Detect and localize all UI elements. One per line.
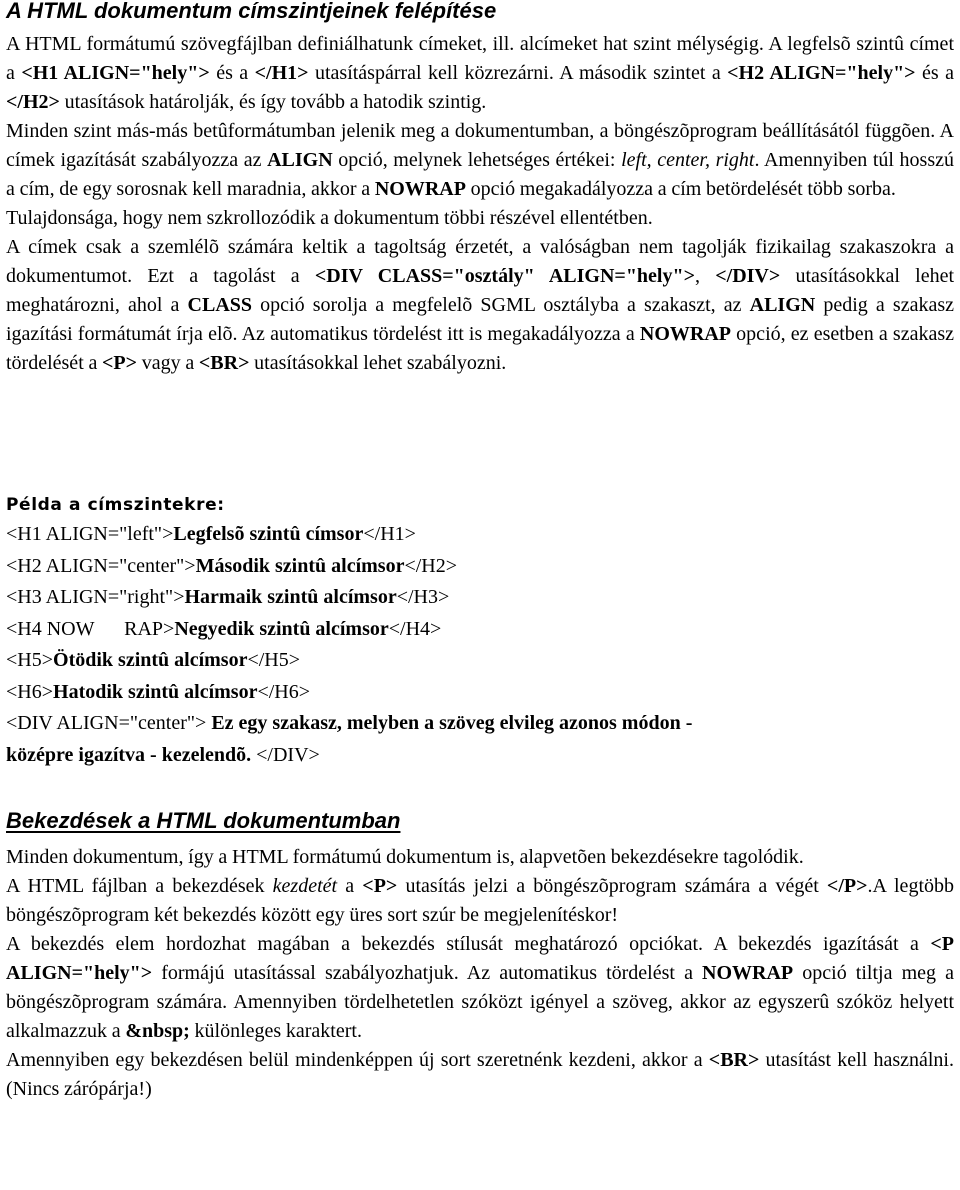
code-line	[6, 740, 954, 772]
code-heading-text: Legfelsõ szintû címsor	[173, 523, 364, 545]
text-run: opció tiltja meg a böngészõprogram számára. Amennyiben tördelhetetlen szóközt igényel a szöveg, akkor az egyszerû szóköz helyett alkalmazzuk a	[6, 962, 954, 1042]
text-run: utasításokkal lehet meghatározni, ahol a	[6, 265, 955, 316]
tag-text: <P ALIGN="hely">	[6, 933, 954, 984]
tag-text: <P>	[362, 875, 398, 897]
paragraph	[6, 930, 954, 1046]
text-run: pedig a szakasz igazítási formátumát írja elõ. Az automatikus tördelést itt is megakadályozza a	[6, 294, 954, 345]
keyword-text: ALIGN	[749, 294, 816, 316]
code-line	[6, 519, 954, 551]
text-run: A címek csak a szemlélõ számára keltik a tagoltság érzetét, a valóságban nem tagolják fizikailag szakaszokra a dokumentumot. Ezt a tagolást a	[6, 236, 954, 287]
code-close-tag: </H4>	[388, 617, 442, 640]
code-heading-text: Negyedik szintû alcímsor	[174, 617, 389, 640]
tag-text: <H1 ALIGN="hely">	[21, 62, 210, 84]
option-values: left, center, right	[621, 149, 755, 171]
text-run: utasítást kell használni. (Nincs zárópárja!)	[6, 1049, 954, 1100]
code-div-text: Ez egy szakasz, melyben a szöveg elvileg azonos módon -	[206, 712, 693, 734]
text-run: Amennyiben egy bekezdésen belül mindenképpen új sort szeretnénk kezdeni, akkor a	[6, 1049, 709, 1071]
code-heading-text: Hatodik szintû alcímsor	[53, 680, 258, 703]
code-line	[6, 614, 954, 646]
text-run: formájú utasítással szabályozhatjuk. Az automatikus tördelést a	[152, 962, 703, 984]
code-heading-text: Második szintû alcímsor	[195, 554, 405, 577]
paragraph: Tulajdonsága, hogy nem szkrollozódik a dokumentum többi részével ellentétben.	[6, 207, 653, 229]
text-run: opció, melynek lehetséges értékei:	[332, 149, 622, 171]
paragraph	[6, 30, 954, 117]
text-run: A HTML formátumú szövegfájlban definiálhatunk címeket, ill. alcímeket hat szint mélységig. A legfelsõ szintû címet a	[6, 33, 954, 84]
keyword-text: &nbsp;	[125, 1020, 190, 1042]
text-run: utasításpárral kell közrezárni. A második szintet a	[308, 62, 728, 84]
emphasis-text: kezdetét	[272, 875, 338, 897]
text-run: opció sorolja a megfelelõ SGML osztályba a szakaszt, az	[252, 294, 750, 316]
code-tag: <H1 ALIGN="left">	[6, 523, 174, 545]
example-label: Példa a címszintekre:	[6, 495, 225, 515]
text-run: különleges karaktert.	[189, 1020, 362, 1042]
text-run: és a	[915, 62, 954, 84]
paragraph	[6, 872, 954, 930]
keyword-text: NOWRAP	[639, 323, 732, 345]
tag-text: <H2 ALIGN="hely">	[727, 62, 916, 84]
text-run: vagy a	[137, 352, 199, 374]
code-close-tag: </H6>	[257, 680, 311, 703]
code-line	[6, 677, 954, 709]
text-run: .A legtöbb böngészõprogram két bekezdés között egy üres sort szúr be megjelenítéskor!	[6, 875, 954, 926]
tag-text: </DIV>	[715, 265, 781, 287]
code-line	[6, 551, 954, 583]
code-close-tag: </H2>	[404, 554, 458, 577]
text-run: utasítás jelzi a böngészõprogram számára a végét	[397, 875, 827, 897]
text-run: a	[337, 875, 363, 897]
code-div-text: középre igazítva - kezelendõ.	[6, 743, 257, 766]
text-run: ,	[695, 265, 716, 287]
paragraph: Minden dokumentum, így a HTML formátumú dokumentum is, alapvetõen bekezdésekre tagolódik.	[6, 846, 804, 868]
paragraph	[6, 233, 954, 378]
text-run: . Amennyiben túl hosszú a cím, de egy sorosnak kell maradnia, akkor a	[6, 149, 954, 200]
tag-text: </H2>	[6, 91, 60, 113]
text-run: utasításokkal lehet szabályozni.	[249, 352, 507, 374]
keyword-text: CLASS	[187, 294, 253, 316]
code-tag: <H2 ALIGN="center">	[6, 554, 196, 577]
example-code-block	[6, 519, 954, 771]
code-tag: <H3 ALIGN="right">	[6, 586, 185, 608]
text-run: utasítások határolják, és így tovább a hatodik szintig.	[59, 91, 487, 113]
keyword-text: NOWRAP	[374, 178, 466, 200]
tag-text: <BR>	[198, 352, 250, 374]
code-line	[6, 645, 954, 677]
text-run: opció megakadályozza a cím betördelését több sorba.	[465, 178, 896, 200]
text-run: és a	[209, 62, 255, 84]
tag-text: <BR>	[708, 1049, 760, 1071]
code-close-tag: </H1>	[363, 523, 416, 545]
code-heading-text: Harmaik szintû alcímsor	[184, 586, 397, 608]
code-tag: <DIV ALIGN="center">	[6, 712, 207, 734]
code-close-tag: </DIV>	[256, 743, 320, 766]
section-title: A HTML dokumentum címszintjeinek felépítése	[6, 0, 497, 23]
code-tag: <H5>	[6, 649, 54, 671]
code-tag: <H6>	[6, 680, 54, 703]
section-title: Bekezdések a HTML dokumentumban	[6, 808, 401, 833]
code-close-tag: </H3>	[396, 586, 450, 608]
code-close-tag: </H5>	[247, 649, 301, 671]
tag-text: <DIV CLASS="osztály" ALIGN="hely">	[314, 265, 695, 287]
text-run: opció, ez esetben a szakasz tördelését a	[6, 323, 954, 374]
tag-text: <P>	[102, 352, 138, 374]
code-heading-text: Ötödik szintû alcímsor	[53, 649, 248, 671]
tag-text: </P>	[826, 875, 868, 897]
paragraph	[6, 1046, 954, 1104]
section-body	[6, 30, 954, 378]
keyword-text: ALIGN	[267, 149, 333, 171]
section-body	[6, 843, 954, 1104]
keyword-text: NOWRAP	[702, 962, 794, 984]
code-tag: <H4 NOW RAP>	[6, 617, 175, 640]
text-run: A bekezdés elem hordozhat magában a bekezdés stílusát meghatározó opciókat. A bekezdés igazítását a	[6, 933, 931, 955]
code-line	[6, 582, 954, 614]
tag-text: </H1>	[254, 62, 309, 84]
paragraph	[6, 117, 954, 204]
text-run: Minden szint más-más betûformátumban jelenik meg a dokumentumban, a böngészõprogram beállításától függõen. A címek igazítását szabályozza az	[6, 120, 954, 171]
text-run: A HTML fájlban a bekezdések	[6, 875, 273, 897]
code-line	[6, 708, 954, 740]
